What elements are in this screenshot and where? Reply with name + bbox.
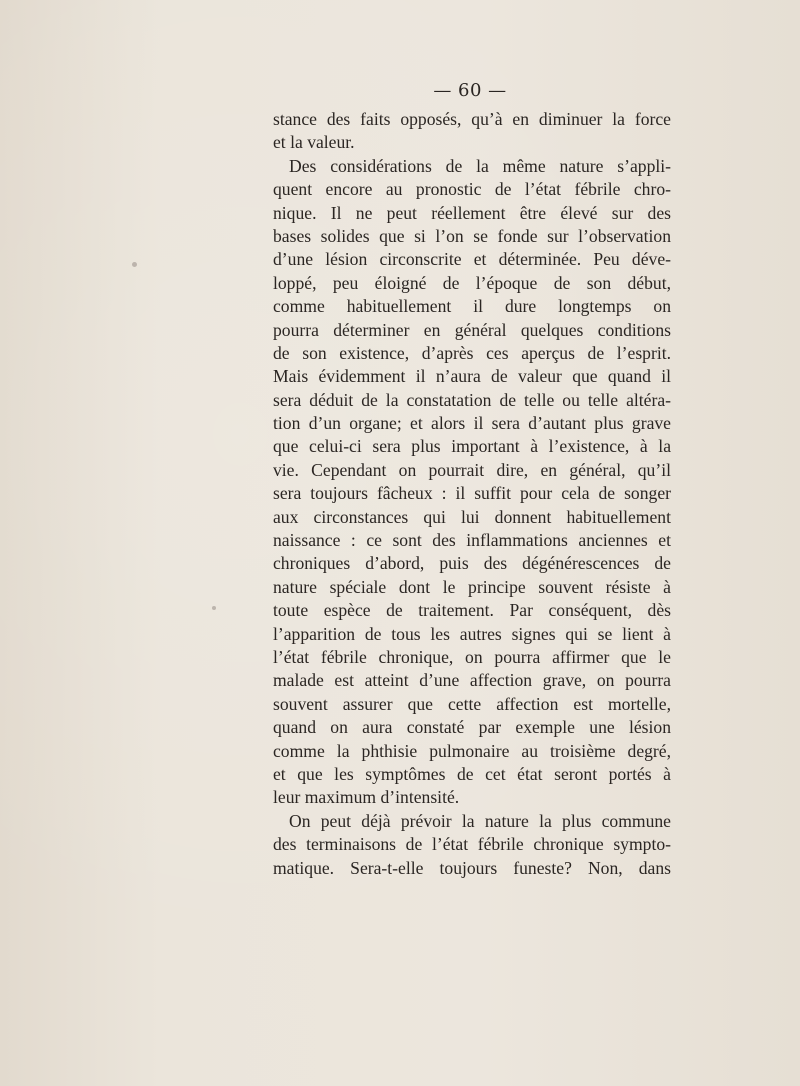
text-line: que celui-ci sera plus important à l’existence, à la: [273, 436, 671, 457]
text-line: matique. Sera-t-elle toujours funeste? Non, dans: [273, 857, 671, 878]
text-line: pourra déterminer en général quelques conditions: [273, 319, 671, 340]
page-number: — 60 —: [433, 80, 507, 101]
text-line: souvent assurer que cette affection est mortelle,: [273, 693, 671, 714]
text-line: l’état fébrile chronique, on pourra affirmer que le: [273, 646, 671, 667]
text-line: On peut déjà prévoir la nature la plus commune: [289, 810, 671, 831]
text-line: chroniques d’abord, puis des dégénérescences de: [273, 553, 671, 574]
text-line: quent encore au pronostic de l’état fébrile chro-: [273, 179, 671, 200]
text-line: nature spéciale dont le principe souvent résiste à: [273, 576, 671, 597]
text-line: vie. Cependant on pourrait dire, en général, qu’il: [273, 459, 671, 480]
text-line: comme habituellement il dure longtemps on: [273, 296, 671, 317]
text-line: et la valeur.: [273, 132, 355, 153]
text-line: Des considérations de la même nature s’appli-: [289, 155, 671, 176]
text-line: comme la phthisie pulmonaire au troisième degré,: [273, 740, 671, 761]
text-line: l’apparition de tous les autres signes qui se lient à: [273, 623, 671, 644]
text-line: de son existence, d’après ces aperçus de l’esprit.: [273, 342, 671, 363]
text-line: des terminaisons de l’état fébrile chronique sympto-: [273, 834, 671, 855]
text-line: malade est atteint d’une affection grave, on pourra: [273, 670, 671, 691]
text-line: tion d’un organe; et alors il sera d’autant plus grave: [273, 413, 671, 434]
text-line: Mais évidemment il n’aura de valeur que quand il: [273, 366, 671, 387]
text-line: nique. Il ne peut réellement être élevé sur des: [273, 202, 671, 223]
text-line: d’une lésion circonscrite et déterminée. Peu déve-: [273, 249, 671, 270]
text-line: leur maximum d’intensité.: [273, 787, 460, 808]
text-line: naissance : ce sont des inflammations anciennes et: [273, 530, 671, 551]
text-line: stance des faits opposés, qu’à en diminuer la force: [273, 109, 671, 129]
text-line: loppé, peu éloigné de l’époque de son début,: [273, 272, 671, 293]
text-line: sera toujours fâcheux : il suffit pour cela de songer: [273, 483, 671, 504]
text-line: aux circonstances qui lui donnent habituellement: [273, 506, 671, 527]
text-line: bases solides que si l’on se fonde sur l’observation: [273, 225, 671, 246]
text-line: quand on aura constaté par exemple une lésion: [273, 717, 671, 738]
paper-speck: [132, 262, 137, 267]
text-line: toute espèce de traitement. Par conséquent, dès: [273, 600, 671, 621]
text-line: sera déduit de la constatation de telle ou telle altéra-: [273, 389, 671, 410]
paper-speck: [212, 606, 216, 610]
body-text: [273, 108, 671, 880]
text-line: et que les symptômes de cet état seront portés à: [273, 763, 671, 784]
